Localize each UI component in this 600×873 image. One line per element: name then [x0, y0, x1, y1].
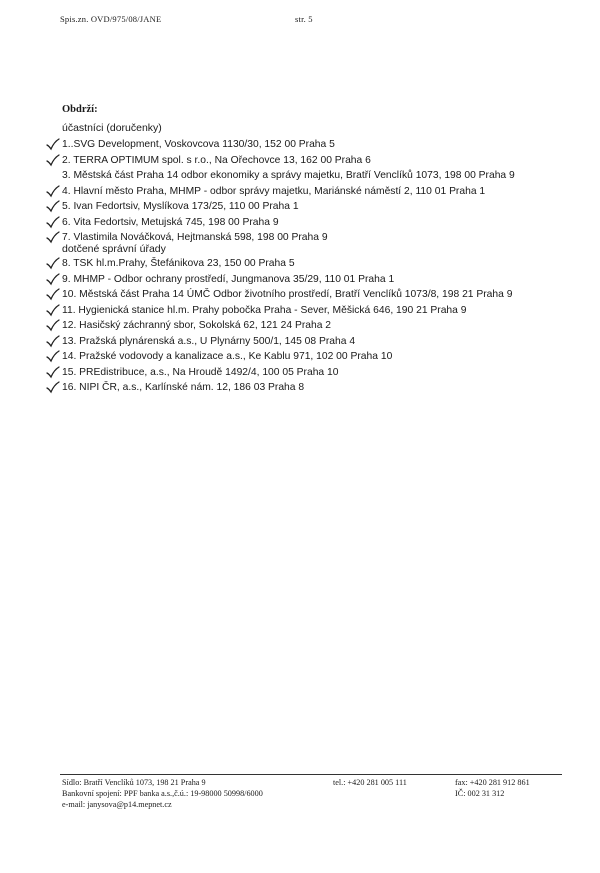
checkmark-icon	[46, 380, 60, 394]
footer-email: e-mail: janysova@p14.mepnet.cz	[62, 800, 172, 809]
recipient-text: 11. Hygienická stanice hl.m. Prahy pobočka Praha - Sever, Měšická 646, 190 21 Praha 9	[62, 304, 467, 316]
recipient-text: 2. TERRA OPTIMUM spol. s r.o., Na Ořechovce 13, 162 00 Praha 6	[62, 154, 371, 166]
recipient-text: 6. Vita Fedortsiv, Metujská 745, 198 00 Praha 9	[62, 216, 279, 228]
recipient-text: 12. Hasičský záchranný sbor, Sokolská 62, 121 24 Praha 2	[62, 320, 332, 331]
checkmark-icon	[46, 215, 60, 229]
authorities-list	[62, 256, 600, 396]
checkmark-icon	[46, 303, 60, 317]
footer-tel: tel.: +420 281 005 111	[333, 778, 407, 787]
page-number: str. 5	[295, 14, 313, 24]
recipient-item	[62, 272, 600, 288]
checkmark-icon	[46, 184, 60, 198]
checkmark-icon	[46, 334, 60, 348]
recipient-item	[62, 303, 600, 319]
footer-fax: fax: +420 281 912 861	[455, 778, 530, 787]
recipient-item	[62, 184, 600, 200]
checkmark-icon	[46, 137, 60, 151]
recipient-text: 15. PREdistribuce, a.s., Na Hroudě 1492/4, 100 05 Praha 10	[62, 366, 339, 378]
footer-divider	[60, 774, 562, 775]
checkmark-icon	[46, 230, 60, 244]
participants-list	[62, 137, 600, 246]
recipient-text: 13. Pražská plynárenská a.s., U Plynárny 500/1, 145 08 Praha 4	[62, 335, 356, 347]
recipient-text: 1..SVG Development, Voskovcova 1130/30, 152 00 Praha 5	[62, 139, 335, 150]
footer-address	[62, 777, 263, 810]
recipient-item	[62, 199, 600, 215]
checkmark-icon	[46, 365, 60, 379]
recipient-text: 16. NIPI ČR, a.s., Karlínské nám. 12, 186 03 Praha 8	[62, 382, 305, 393]
recipient-text: 9. MHMP - Odbor ochrany prostředí, Jungmanova 35/29, 110 01 Praha 1	[62, 273, 395, 285]
checkmark-icon	[46, 199, 60, 213]
recipient-text: 7. Vlastimila Nováčková, Hejtmanská 598, 198 00 Praha 9	[62, 232, 328, 243]
footer-ic: IČ: 002 31 312	[455, 789, 505, 798]
authorities-heading: dotčené správní úřady	[62, 243, 166, 255]
recipient-text: 8. TSK hl.m.Prahy, Štefánikova 23, 150 00 Praha 5	[62, 258, 295, 269]
footer-contact	[455, 777, 530, 799]
checkmark-icon	[46, 153, 60, 167]
checkmark-icon	[46, 287, 60, 301]
recipient-text: 10. Městská část Praha 14 ÚMČ Odbor životního prostředí, Bratří Venclíků 1073/8, 198 21 Praha 9	[62, 289, 513, 300]
recipient-item	[62, 287, 600, 303]
recipient-item	[62, 256, 600, 272]
recipient-item	[62, 318, 600, 334]
recipient-item	[62, 137, 600, 153]
participants-heading: účastníci (doručenky)	[62, 122, 162, 134]
footer-seat: Sídlo: Bratří Venclíků 1073, 198 21 Praha 9	[62, 778, 206, 787]
checkmark-icon	[46, 256, 60, 270]
footer-bank: Bankovní spojení: PPF banka a.s.,č.ú.: 19-98000 50998/6000	[62, 789, 263, 798]
recipient-item	[62, 168, 600, 184]
checkmark-icon	[46, 318, 60, 332]
recipient-text: 14. Pražské vodovody a kanalizace a.s., Ke Kablu 971, 102 00 Praha 10	[62, 351, 393, 362]
checkmark-icon	[46, 349, 60, 363]
recipient-item	[62, 349, 600, 365]
recipient-text: 5. Ivan Fedortsiv, Myslíkova 173/25, 110 00 Praha 1	[62, 201, 299, 212]
document-reference: Spis.zn. OVD/975/08/JANE	[60, 14, 162, 24]
recipients-title: Obdrží:	[62, 104, 98, 115]
recipient-item	[62, 334, 600, 350]
recipient-text: 4. Hlavní město Praha, MHMP - odbor správy majetku, Mariánské náměstí 2, 110 01 Praha 1	[62, 185, 486, 197]
recipient-item	[62, 365, 600, 381]
checkmark-icon	[46, 272, 60, 286]
recipient-text: 3. Městská část Praha 14 odbor ekonomiky a správy majetku, Bratří Venclíků 1073, 198 00 Praha 9	[62, 170, 515, 181]
recipient-item	[62, 153, 600, 169]
recipient-item	[62, 380, 600, 396]
recipient-item	[62, 215, 600, 231]
